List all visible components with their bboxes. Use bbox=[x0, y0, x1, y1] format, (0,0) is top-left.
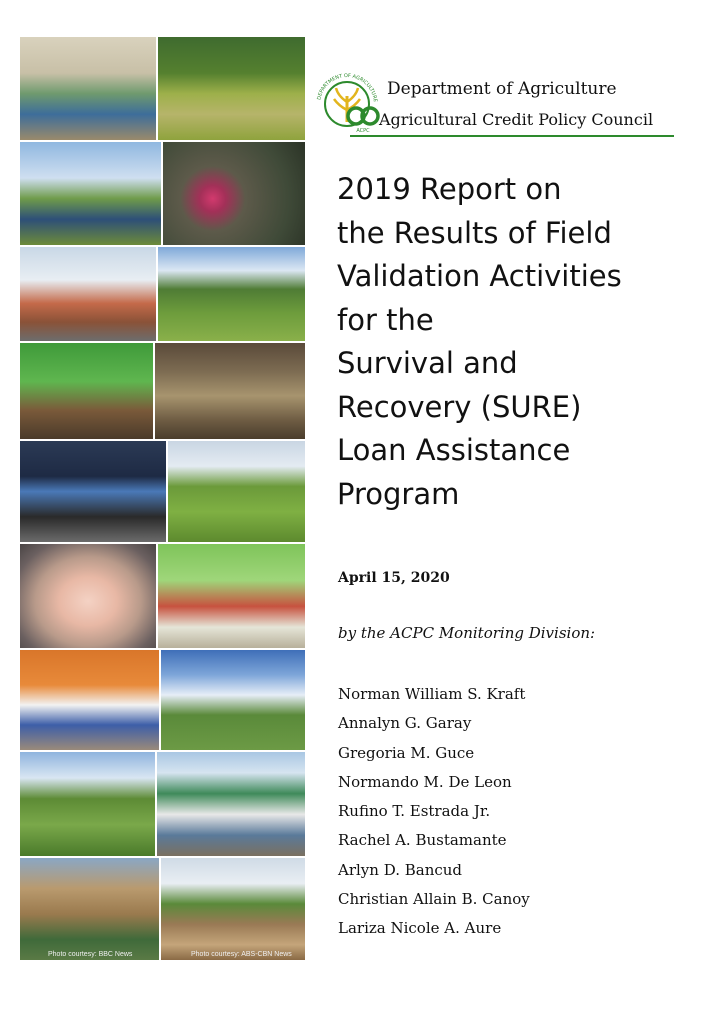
author-name: Normando M. De Leon bbox=[338, 772, 512, 791]
photo-orange-office bbox=[20, 650, 159, 750]
author-name: Rachel A. Bustamante bbox=[338, 831, 507, 850]
department-name: Department of Agriculture bbox=[387, 79, 617, 99]
byline: by the ACPC Monitoring Division: bbox=[338, 624, 596, 642]
author-name: Norman William S. Kraft bbox=[338, 685, 526, 703]
title-line: Program bbox=[337, 476, 460, 511]
author-name: Annalyn G. Garay bbox=[338, 714, 472, 733]
author-name: Gregoria M. Guce bbox=[338, 743, 475, 762]
council-name: Agricultural Credit Policy Council bbox=[379, 110, 654, 129]
photo-tall-crop-field bbox=[20, 752, 155, 856]
photo-credit-left: Photo courtesy: BBC News bbox=[48, 951, 133, 958]
header-divider bbox=[350, 135, 674, 137]
title-line: for the bbox=[337, 302, 434, 337]
photo-farm-shed bbox=[155, 343, 305, 439]
photo-cacao-pod bbox=[163, 142, 305, 245]
author-name: Arlyn D. Bancud bbox=[338, 860, 463, 879]
title-line: Loan Assistance bbox=[337, 433, 571, 467]
photo-credit-right: Photo courtesy: ABS-CBN News bbox=[191, 951, 292, 958]
title-line: 2019 Report on bbox=[337, 172, 562, 206]
photo-office-group bbox=[20, 37, 156, 140]
photo-collage bbox=[20, 37, 305, 960]
title-line: Recovery (SURE) bbox=[337, 389, 582, 424]
photo-rice-field-workers bbox=[158, 37, 305, 140]
report-date: April 15, 2020 bbox=[338, 570, 450, 586]
logo-arc-text: DEPARTMENT OF AGRICULTURE bbox=[316, 72, 378, 103]
author-name: Lariza Nicole A. Aure bbox=[338, 919, 502, 938]
photo-interview-desk bbox=[158, 544, 305, 648]
title-line: the Results of Field bbox=[337, 215, 612, 250]
photo-cooperative-building bbox=[157, 752, 305, 856]
author-name: Christian Allain B. Canoy bbox=[338, 890, 530, 909]
title-line: Survival and bbox=[337, 346, 518, 380]
title-line: Validation Activities bbox=[337, 259, 622, 293]
agency-logo bbox=[312, 72, 382, 134]
logo-caption: ACPC bbox=[356, 128, 370, 134]
photo-typhoon-damage bbox=[161, 858, 305, 960]
photo-sugarcane-sky bbox=[161, 650, 305, 750]
photo-green-office-meeting bbox=[20, 343, 153, 439]
report-title bbox=[337, 168, 707, 516]
author-list bbox=[338, 680, 530, 944]
photo-onion-field bbox=[158, 247, 305, 341]
author-name: Rufino T. Estrada Jr. bbox=[338, 802, 491, 821]
photo-flood-aerial bbox=[20, 858, 159, 960]
photo-piglets bbox=[20, 544, 156, 648]
photo-field-visit bbox=[20, 142, 161, 245]
photo-rice-field-inspection bbox=[168, 441, 305, 542]
photo-cooperative-group bbox=[20, 441, 166, 542]
photo-fishing-boats bbox=[20, 247, 156, 341]
